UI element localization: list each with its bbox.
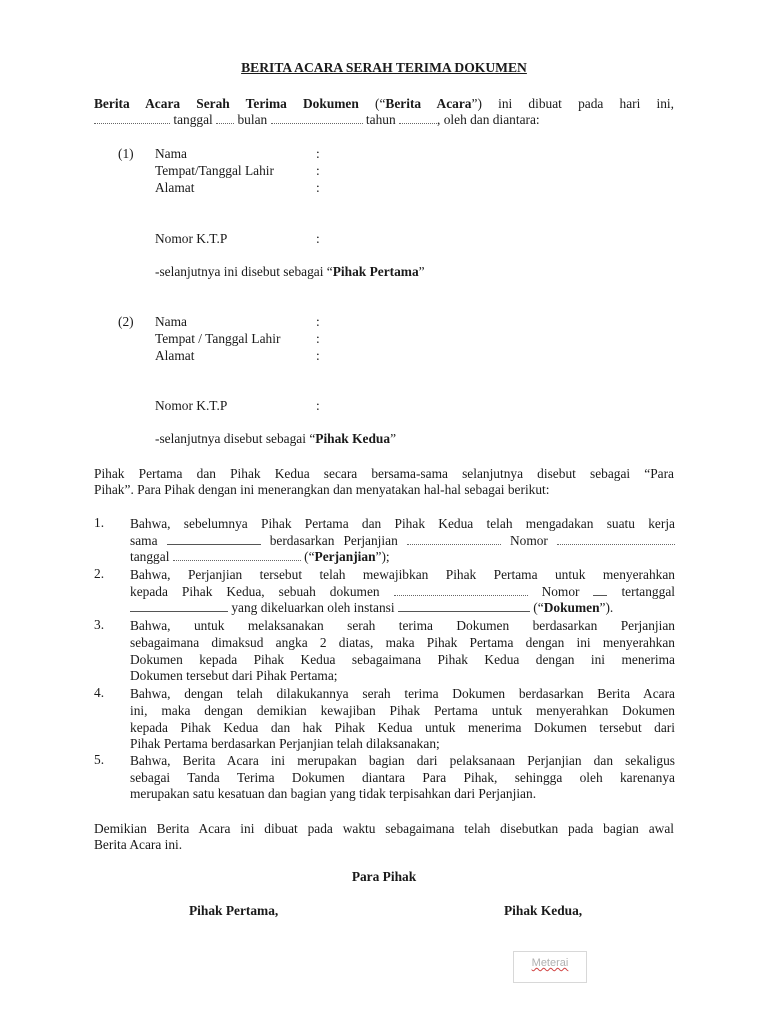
item-3-line: sebagaimana dimaksud angka 2 diatas, maka Pihak Pertama dengan ini menyerahkan: [130, 635, 675, 650]
blank-day: [94, 112, 170, 124]
intro-open-quote: (“: [358, 96, 386, 111]
item-1-line-2: [130, 532, 675, 549]
party2-ref-bold: Pihak Kedua: [315, 431, 391, 446]
intro-rest: ”) ini dibuat pada hari ini,: [471, 96, 675, 111]
item-4-line: Pihak Pertama berdasarkan Perjanjian telah dilaksanakan;: [130, 736, 440, 751]
intro-bulan: bulan: [234, 112, 271, 127]
party1-label-nama: Nama: [155, 146, 187, 161]
party1-reference: [155, 264, 425, 280]
blank-tertanggal: [130, 600, 228, 612]
party2-ref-suffix: ”: [390, 431, 397, 446]
item-2-bold: Dokumen: [543, 600, 600, 615]
party2-colon: :: [316, 314, 320, 329]
party1-label-ttl: Tempat/Tanggal Lahir: [155, 163, 274, 178]
signatures-heading: Para Pihak: [351, 869, 417, 884]
item-1-text: sama: [130, 533, 167, 548]
item-5-line: sebagai Tanda Terima Dokumen diantara Para Pihak, sehingga oleh karenanya: [130, 770, 675, 785]
party1-colon: :: [316, 146, 320, 161]
item-2-text: ”).: [599, 600, 614, 615]
para-pihak-line-2: Pihak”. Para Pihak dengan ini menerangkan dan menyatakan hal-hal sebagai berikut:: [94, 482, 550, 497]
item-2-text: yang dikeluarkan oleh instansi: [228, 600, 398, 615]
item-1-text: Nomor: [500, 533, 557, 548]
item-number: 1.: [94, 515, 105, 530]
item-1-line-1: Bahwa, sebelumnya Pihak Pertama dan Pihak Kedua telah mengadakan suatu kerja: [130, 516, 675, 531]
party1-label-ktp: Nomor K.T.P: [155, 231, 228, 246]
blank-tanggal: [173, 549, 301, 561]
blank-kerjasama: [167, 533, 261, 545]
item-2-line-1: Bahwa, Perjanjian tersebut telah mewajibkan Pihak Pertama untuk menyerahkan: [130, 567, 675, 582]
item-4-line: ini, maka dengan demikian kewajiban Pihak Pertama untuk menyerahkan Dokumen: [130, 703, 675, 718]
party2-colon: :: [316, 348, 320, 363]
para-pihak-line-1: Pihak Pertama dan Pihak Kedua secara bersama-sama selanjutnya disebut sebagai “Para: [94, 466, 674, 481]
party1-ref-suffix: ”: [418, 264, 425, 279]
item-1-line-3: [130, 549, 390, 565]
item-1-text: tanggal: [130, 549, 173, 564]
item-3-line: Dokumen kepada Pihak Kedua sebagaimana Pihak Kedua dengan ini menerima: [130, 652, 675, 667]
item-4-line: kepada Pihak Kedua dan hak Pihak Kedua untuk menerima Dokumen tersebut dari: [130, 720, 675, 735]
item-2-line-2: [130, 583, 675, 600]
item-2-text: (“: [529, 600, 544, 615]
blank-instansi: [398, 600, 530, 612]
item-2-line-3: [130, 600, 613, 616]
closing-line-2: Berita Acara ini.: [94, 837, 183, 852]
item-1-text: ”);: [375, 549, 390, 564]
item-number: 4.: [94, 685, 105, 700]
item-1-text: berdasarkan Perjanjian: [260, 533, 407, 548]
party2-number: (2): [118, 314, 134, 329]
blank-year: [399, 112, 437, 124]
item-1-bold: Perjanjian: [314, 549, 376, 564]
item-2-text: kepada Pihak Kedua, sebuah dokumen: [130, 584, 394, 599]
party1-ref-prefix: -selanjutnya ini disebut sebagai “: [155, 264, 333, 279]
item-5-line: Bahwa, Berita Acara ini merupakan bagian dari pelaksanaan Perjanjian dan sekaligus: [130, 753, 675, 768]
intro-tahun: tahun: [362, 112, 400, 127]
party1-colon: :: [316, 180, 320, 195]
item-2-text: tertanggal: [607, 584, 675, 599]
blank-nomor: [593, 584, 607, 596]
blank-dokumen: [394, 584, 528, 596]
blank-nomor: [557, 533, 675, 545]
stamp-label: Meterai: [531, 957, 569, 969]
party2-label-nama: Nama: [155, 314, 187, 329]
signature-left-label: Pihak Pertama,: [189, 903, 279, 918]
item-number: 3.: [94, 617, 105, 632]
intro-tanggal: tanggal: [170, 112, 217, 127]
blank-perjanjian: [407, 533, 501, 545]
item-5-line: merupakan satu kesatuan dan bagian yang tidak terpisahkan dari Perjanjian.: [130, 786, 537, 801]
item-3-line: Dokumen tersebut dari Pihak Pertama;: [130, 668, 338, 683]
intro-line-1: [94, 95, 674, 112]
blank-date: [216, 112, 234, 124]
signature-right-label: Pihak Kedua,: [504, 903, 583, 918]
item-1-text: (“: [300, 549, 315, 564]
closing-line-1: Demikian Berita Acara ini dibuat pada waktu sebagaimana telah disebutkan pada bagian awal: [94, 821, 674, 836]
item-number: 5.: [94, 752, 105, 767]
party1-number: (1): [118, 146, 134, 161]
party2-colon: :: [316, 398, 320, 413]
party2-reference: [155, 431, 396, 447]
blank-month: [271, 112, 363, 124]
party2-colon: :: [316, 331, 320, 346]
party1-label-alamat: Alamat: [155, 180, 195, 195]
intro-bold-name: Berita Acara Serah Terima Dokumen: [94, 96, 359, 111]
stamp-placeholder: [513, 951, 587, 983]
intro-bold-short: Berita Acara: [385, 96, 472, 111]
party2-ref-prefix: -selanjutnya disebut sebagai “: [155, 431, 316, 446]
item-2-text: Nomor: [527, 584, 594, 599]
party1-colon: :: [316, 163, 320, 178]
item-3-line: Bahwa, untuk melaksanakan serah terima Dokumen berdasarkan Perjanjian: [130, 618, 675, 633]
intro-end: , oleh dan diantara:: [437, 112, 540, 127]
intro-line-2: [94, 112, 540, 128]
document-title: BERITA ACARA SERAH TERIMA DOKUMEN: [241, 60, 527, 75]
party2-label-ktp: Nomor K.T.P: [155, 398, 228, 413]
item-number: 2.: [94, 566, 105, 581]
party2-label-ttl: Tempat / Tanggal Lahir: [155, 331, 281, 346]
party1-ref-bold: Pihak Pertama: [332, 264, 419, 279]
party1-colon: :: [316, 231, 320, 246]
item-4-line: Bahwa, dengan telah dilakukannya serah terima Dokumen berdasarkan Berita Acara: [130, 686, 675, 701]
party2-label-alamat: Alamat: [155, 348, 195, 363]
